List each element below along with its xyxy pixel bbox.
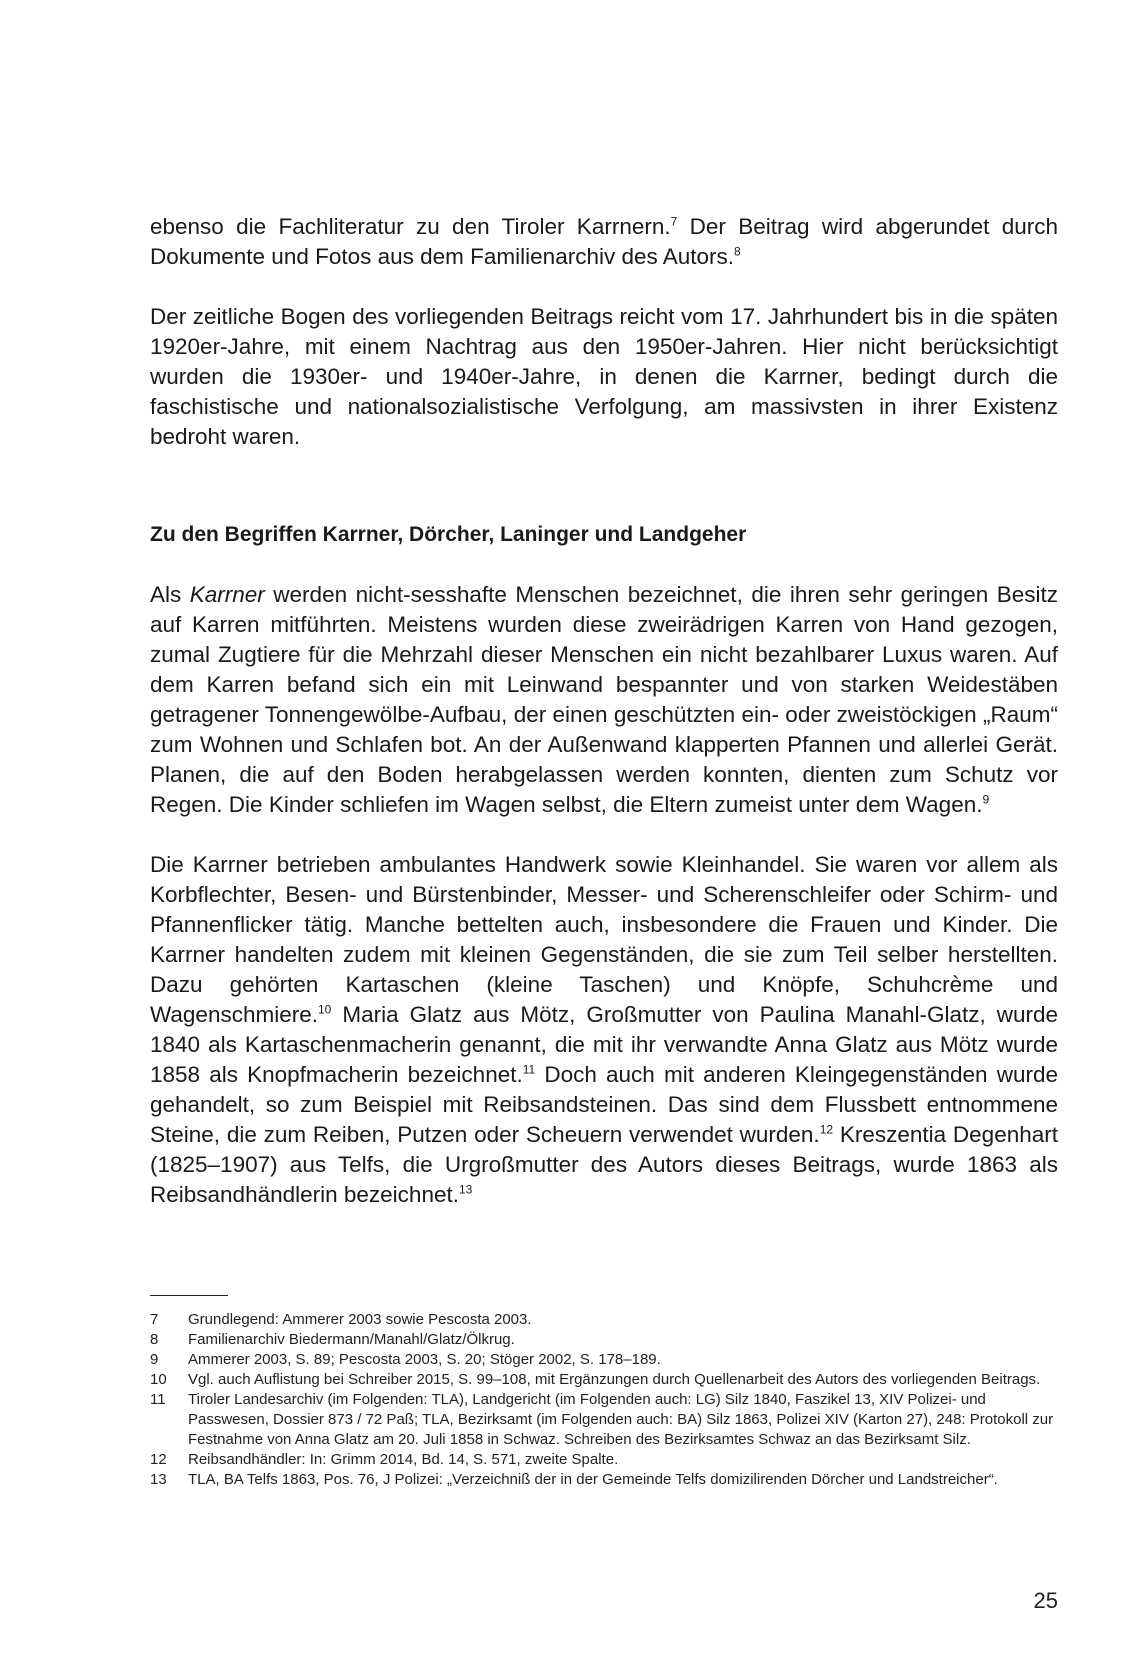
footnote-number: 9	[150, 1351, 159, 1368]
footnote	[150, 1310, 1058, 1330]
footnote-number: 13	[150, 1471, 167, 1488]
footnote-ref-9[interactable]: 9	[982, 792, 990, 807]
page-number: 25	[1033, 1588, 1058, 1613]
footnote	[150, 1330, 1058, 1350]
footnote	[150, 1390, 1058, 1450]
paragraph-3-text-a: Als	[150, 582, 190, 607]
footnote-number: 12	[150, 1451, 167, 1468]
paragraph-4-text-c: Doch auch mit anderen Kleingegenständen wurde gehandelt, so zum Beispiel mit Reibsandsteinen. Das sind dem Flussbett entnommene Steine, die zum Reiben, Putzen oder Scheuern verwendet wurden.	[150, 1062, 1058, 1147]
footnote-ref-8[interactable]: 8	[734, 244, 741, 259]
paragraph-4-text-a: Die Karrner betrieben ambulantes Handwerk sowie Kleinhandel. Sie waren vor allem als Korbflechter, Besen- und Bürstenbinder, Messer- und Scherenschleifer oder Schirm- und Pfannenflicker tätig. Manche bettelten auch, insbesondere die Frauen und Kinder. Die Karrner handelten zudem mit kleinen Gegenständen, die sie zum Teil selber herstellten. Dazu gehörten Kartaschen (kleine Taschen) und Knöpfe, Schuhcrème und Wagenschmiere.	[150, 852, 1058, 1027]
footnote-text: Familienarchiv Biedermann/Manahl/Glatz/Ölkrug.	[188, 1331, 515, 1348]
footnote-ref-7[interactable]: 7	[670, 214, 678, 229]
term-karrner: Karrner	[189, 582, 265, 607]
paragraph-4-text-d: Kreszentia Degenhart (1825–1907) aus Telfs, die Urgroßmutter des Autors dieses Beitrags, wurde 1863 als Reibsandhändlerin bezeichnet.	[150, 1122, 1058, 1207]
footnote-text: Grundlegend: Ammerer 2003 sowie Pescosta 2003.	[188, 1311, 532, 1328]
footnote-ref-13[interactable]: 13	[458, 1182, 473, 1197]
footnote-ref-10[interactable]: 10	[317, 1002, 332, 1017]
paragraph-1-text-b: Der Beitrag wird abgerundet durch Dokumente und Fotos aus dem Familienarchiv des Autors.	[150, 214, 1058, 269]
footnote-text: TLA, BA Telfs 1863, Pos. 76, J Polizei: „Verzeichniß der in der Gemeinde Telfs domizilirenden Dörcher und Landstreicher“.	[188, 1471, 998, 1488]
footnote	[150, 1470, 1058, 1490]
footnote	[150, 1450, 1058, 1470]
main-text	[150, 212, 1058, 1210]
paragraph-1	[150, 212, 1058, 272]
footnote-number: 11	[150, 1391, 166, 1408]
paragraph-3-text-b: werden nicht-sesshafte Menschen bezeichnet, die ihren sehr geringen Besitz auf Karren mitführten. Meistens wurden diese zweirädrigen Karren von Hand gezogen, zumal Zugtiere für die Mehrzahl dieser Menschen ein nicht bezahlbarer Luxus waren. Auf dem Karren befand sich ein mit Leinwand bespannter und von starken Weidestäben getragener Tonnengewölbe-Aufbau, der einen geschützten ein- oder zweistöckigen „Raum“ zum Wohnen und Schlafen bot. An der Außenwand klapperten Pfannen und allerlei Gerät. Planen, die auf den Boden herabgelassen werden konnten, dienten zum Schutz vor Regen. Die Kinder schliefen im Wagen selbst, die Eltern zumeist unter dem Wagen.	[150, 582, 1058, 817]
paragraph-2: Der zeitliche Bogen des vorliegenden Beitrags reicht vom 17. Jahrhundert bis in die späten 1920er-Jahre, mit einem Nachtrag aus den 1950er-Jahren. Hier nicht berücksichtigt wurden die 1930er- und 1940er-Jahre, in denen die Karrner, bedingt durch die faschistische und nationalsozialistische Verfolgung, am massivsten in ihrer Existenz bedroht waren.	[150, 304, 1058, 449]
footnote-text: Ammerer 2003, S. 89; Pescosta 2003, S. 20; Stöger 2002, S. 178–189.	[188, 1351, 661, 1368]
paragraph-4	[150, 850, 1058, 1210]
footnote	[150, 1350, 1058, 1370]
paragraph-4-text-b: Maria Glatz aus Mötz, Großmutter von Paulina Manahl-Glatz, wurde 1840 als Kartaschenmacherin genannt, die mit ihr verwandte Anna Glatz aus Mötz wurde 1858 als Knopfmacherin bezeichnet.	[150, 1002, 1058, 1087]
footnote-number: 8	[150, 1331, 159, 1348]
footnote-ref-11[interactable]: 11	[522, 1062, 536, 1077]
section-heading: Zu den Begriffen Karrner, Dörcher, Laninger und Landgeher	[150, 523, 747, 546]
footnote-text: Vgl. auch Auflistung bei Schreiber 2015, S. 99–108, mit Ergänzungen durch Quellenarbeit des Autors des vorliegenden Beitrags.	[188, 1371, 1041, 1388]
paragraph-1-text-a: ebenso die Fachliteratur zu den Tiroler Karrnern.	[150, 214, 671, 239]
footnote-separator	[150, 1295, 228, 1296]
footnote-number: 10	[150, 1371, 167, 1388]
footnote-number: 7	[150, 1311, 159, 1328]
footnote-text: Tiroler Landesarchiv (im Folgenden: TLA), Landgericht (im Folgenden auch: LG) Silz 1840, Faszikel 13, XIV Polizei- und Passwesen, Dossier 873 / 72 Paß; TLA, Bezirksamt (im Folgenden auch: BA) Silz 1863, Polizei XIV (Karton 27), 248: Protokoll zur Festnahme von Anna Glatz am 20. Juli 1858 in Schwaz. Schreiben des Bezirksamtes Schwaz an das Bezirksamt Silz.	[188, 1391, 1054, 1448]
paragraph-3	[150, 580, 1058, 820]
footnote	[150, 1370, 1058, 1390]
footnote-ref-12[interactable]: 12	[819, 1122, 834, 1137]
footnote-text: Reibsandhändler: In: Grimm 2014, Bd. 14, S. 571, zweite Spalte.	[188, 1451, 619, 1468]
footnotes	[150, 1310, 1058, 1490]
